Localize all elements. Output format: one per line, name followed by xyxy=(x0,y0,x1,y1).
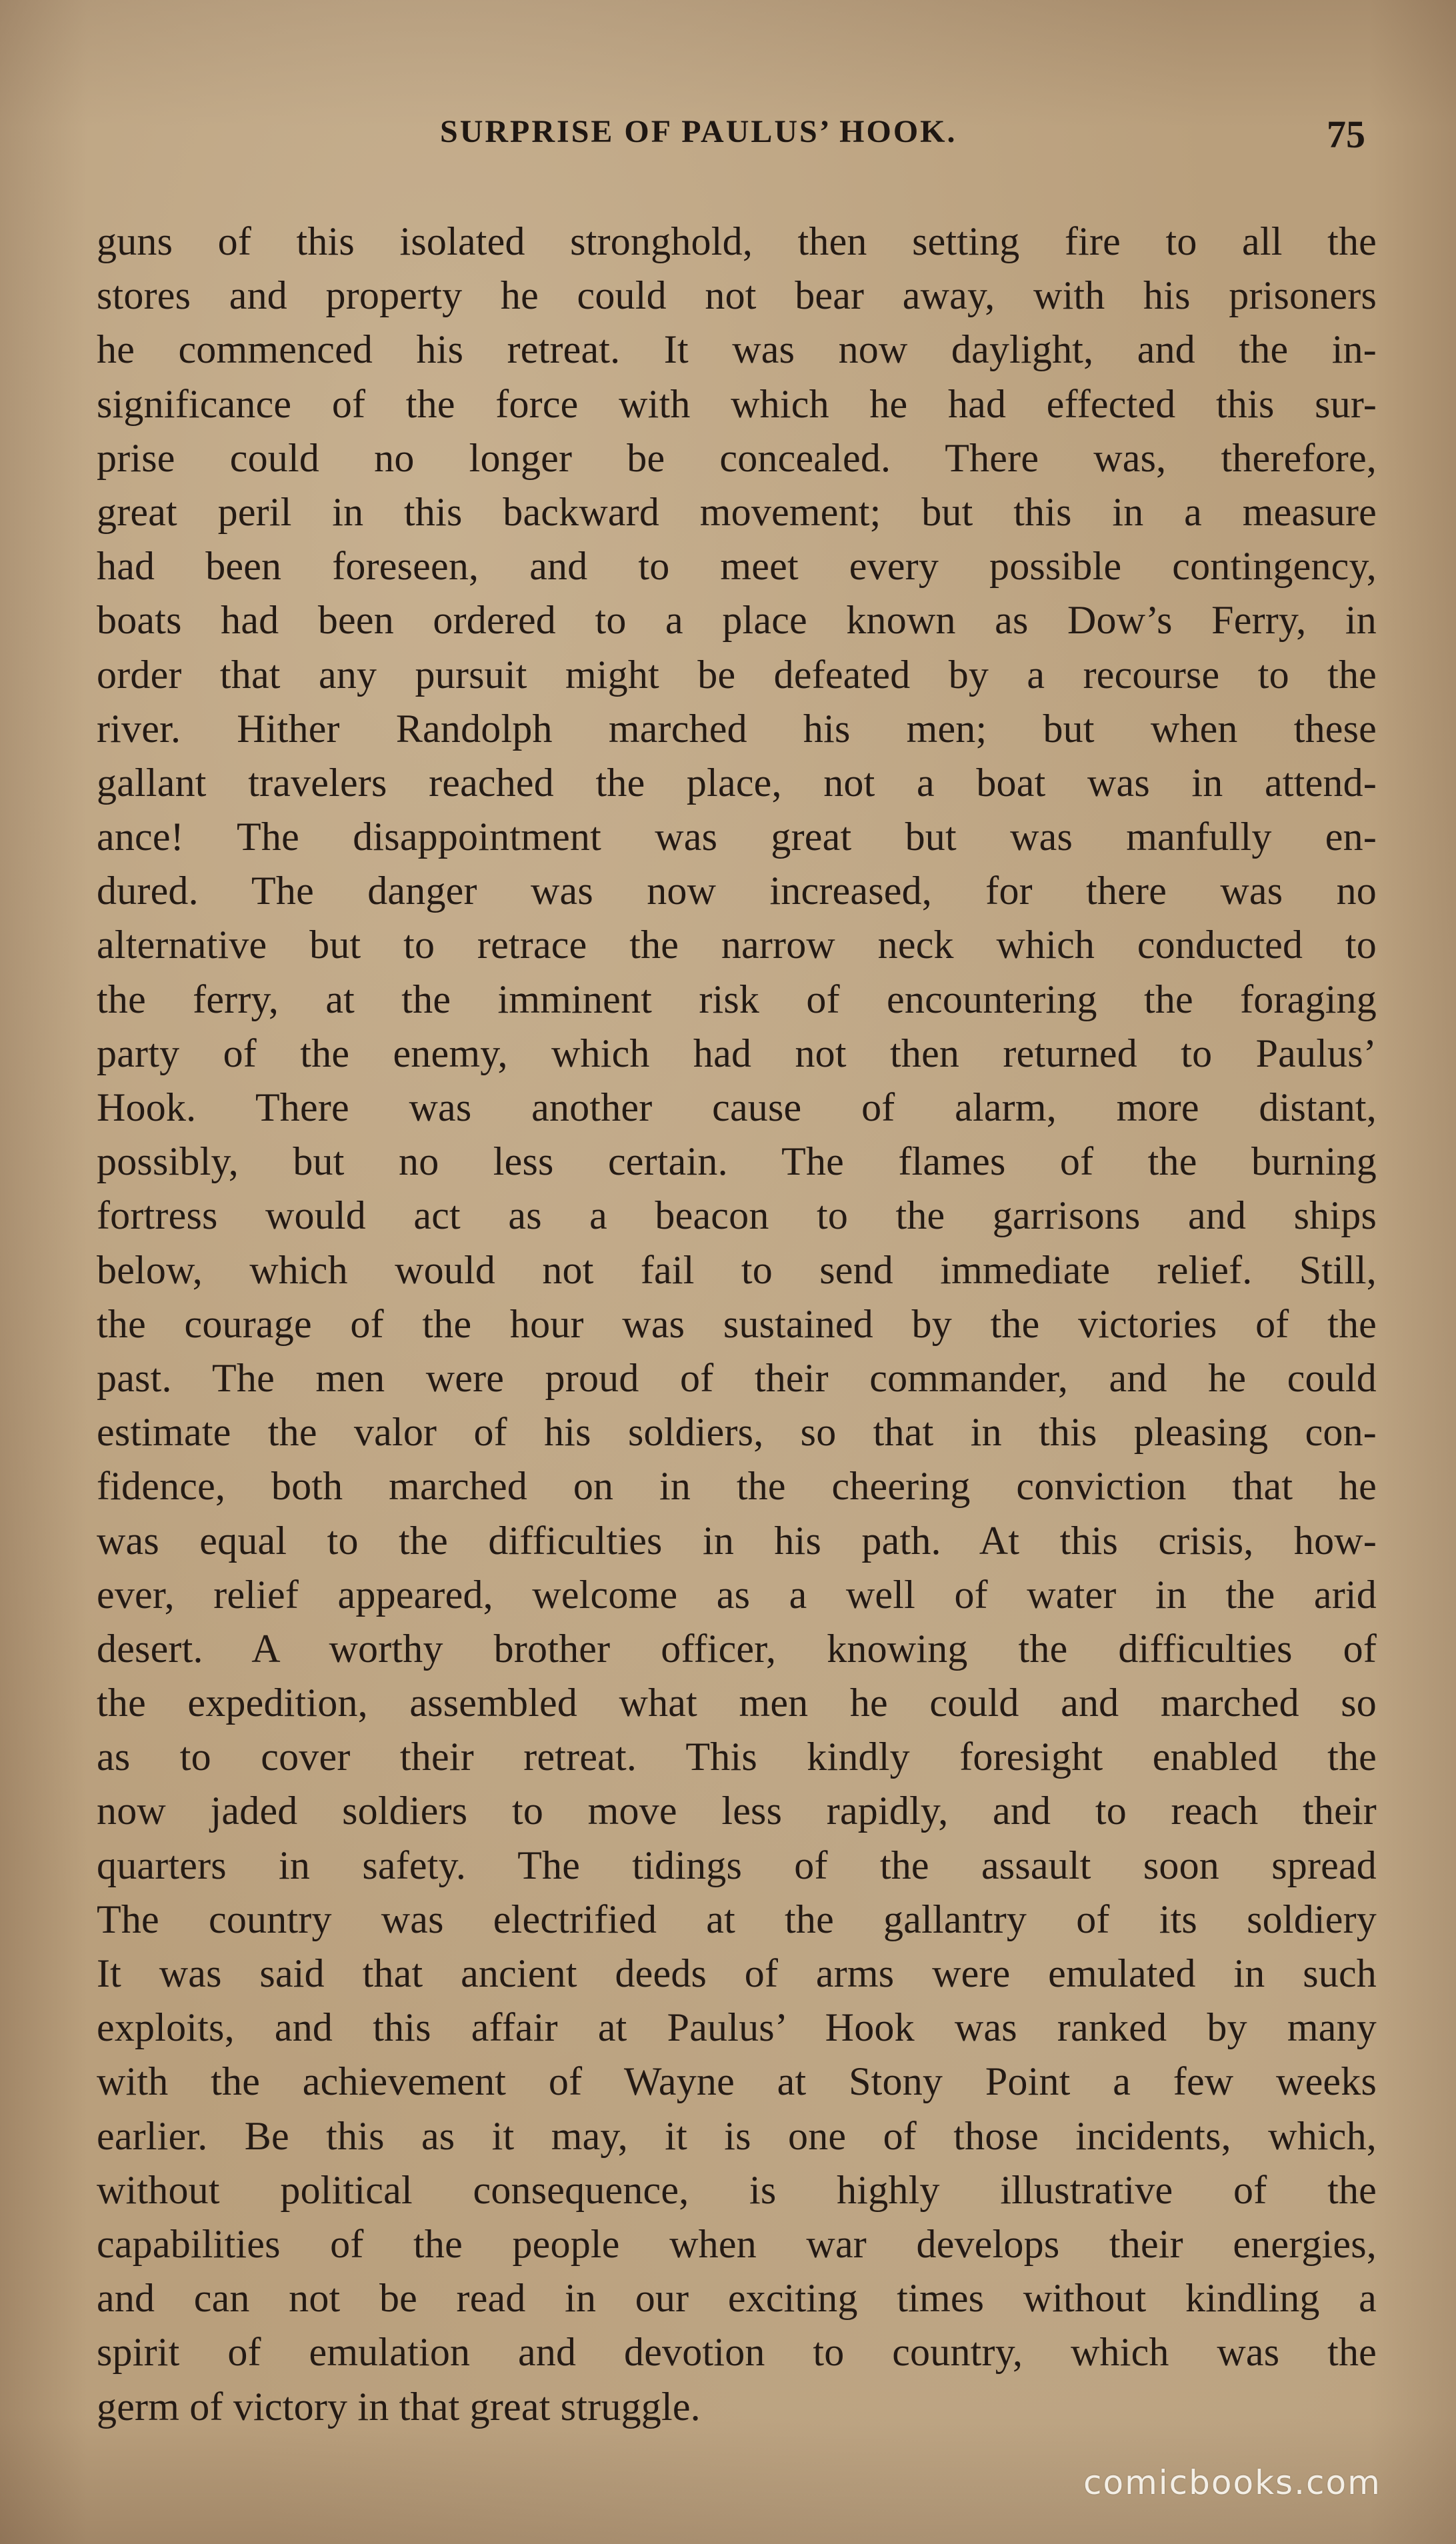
page-number: 75 xyxy=(1327,113,1365,156)
text-line: past. The men were proud of their commander, and he could xyxy=(97,1355,1377,1400)
text-line: order that any pursuit might be defeated by a recourse to the xyxy=(97,652,1377,697)
text-line: had been foreseen, and to meet every possible contingency, xyxy=(97,544,1377,589)
text-line: the ferry, at the imminent risk of encountering the foraging xyxy=(97,977,1377,1021)
text-line: with the achievement of Wayne at Stony Point a few weeks xyxy=(97,2059,1377,2104)
watermark: comicbooks.com xyxy=(1083,2463,1381,2502)
text-line: river. Hither Randolph marched his men; but when these xyxy=(97,706,1377,751)
text-line: fidence, both marched on in the cheering conviction that he xyxy=(97,1464,1377,1509)
text-line: quarters in safety. The tidings of the assault soon spread xyxy=(97,1843,1377,1887)
text-line: exploits, and this affair at Paulus’ Hook was ranked by many xyxy=(97,2005,1377,2050)
text-line: below, which would not fail to send immediate relief. Still, xyxy=(97,1247,1377,1292)
body-text xyxy=(97,215,1377,2434)
text-line: germ of victory in that great struggle. xyxy=(97,2384,701,2429)
text-line: the expedition, assembled what men he could and marched so xyxy=(97,1681,1377,1725)
text-line: earlier. Be this as it may, it is one of those incidents, which, xyxy=(97,2113,1377,2158)
text-line: guns of this isolated stronghold, then setting fire to all the xyxy=(97,219,1377,263)
text-line: dured. The danger was now increased, for there was no xyxy=(97,869,1377,913)
text-line: ance! The disappointment was great but was manfully en- xyxy=(97,815,1377,859)
text-line: was equal to the difficulties in his path. At this crisis, how- xyxy=(97,1518,1377,1563)
text-line: stores and property he could not bear away, with his prisoners xyxy=(97,273,1377,318)
text-line: now jaded soldiers to move less rapidly, and to reach their xyxy=(97,1789,1377,1833)
text-line: significance of the force with which he had effected this sur- xyxy=(97,381,1377,426)
text-line: fortress would act as a beacon to the garrisons and ships xyxy=(97,1193,1377,1238)
text-line: he commenced his retreat. It was now daylight, and the in- xyxy=(97,327,1377,372)
text-line: and can not be read in our exciting times without kindling a xyxy=(97,2276,1377,2321)
text-line: spirit of emulation and devotion to country, which was the xyxy=(97,2330,1377,2375)
text-line: as to cover their retreat. This kindly foresight enabled the xyxy=(97,1735,1377,1779)
text-line: possibly, but no less certain. The flames of the burning xyxy=(97,1139,1377,1184)
text-line: great peril in this backward movement; but this in a measure xyxy=(97,489,1377,534)
text-line: boats had been ordered to a place known as Dow’s Ferry, in xyxy=(97,598,1377,643)
text-line: the courage of the hour was sustained by the victories of the xyxy=(97,1301,1377,1346)
text-line: Hook. There was another cause of alarm, more distant, xyxy=(97,1085,1377,1129)
text-line: estimate the valor of his soldiers, so that in this pleasing con- xyxy=(97,1410,1377,1455)
text-line: desert. A worthy brother officer, knowing the difficulties of xyxy=(97,1626,1377,1671)
text-line: prise could no longer be concealed. There was, therefore, xyxy=(97,435,1377,480)
text-line: party of the enemy, which had not then returned to Paulus’ xyxy=(97,1031,1377,1075)
text-line: ever, relief appeared, welcome as a well of water in the arid xyxy=(97,1572,1377,1617)
running-head: SURPRISE OF PAULUS’ HOOK. xyxy=(440,114,957,149)
text-line: alternative but to retrace the narrow neck which conducted to xyxy=(97,923,1377,967)
text-line: gallant travelers reached the place, not a boat was in attend- xyxy=(97,760,1377,805)
text-line: The country was electrified at the gallantry of its soldiery xyxy=(97,1897,1377,1941)
text-line: without political consequence, is highly illustrative of the xyxy=(97,2167,1377,2212)
text-line: It was said that ancient deeds of arms were emulated in such xyxy=(97,1951,1377,1995)
text-line: capabilities of the people when war develops their energies, xyxy=(97,2221,1377,2266)
